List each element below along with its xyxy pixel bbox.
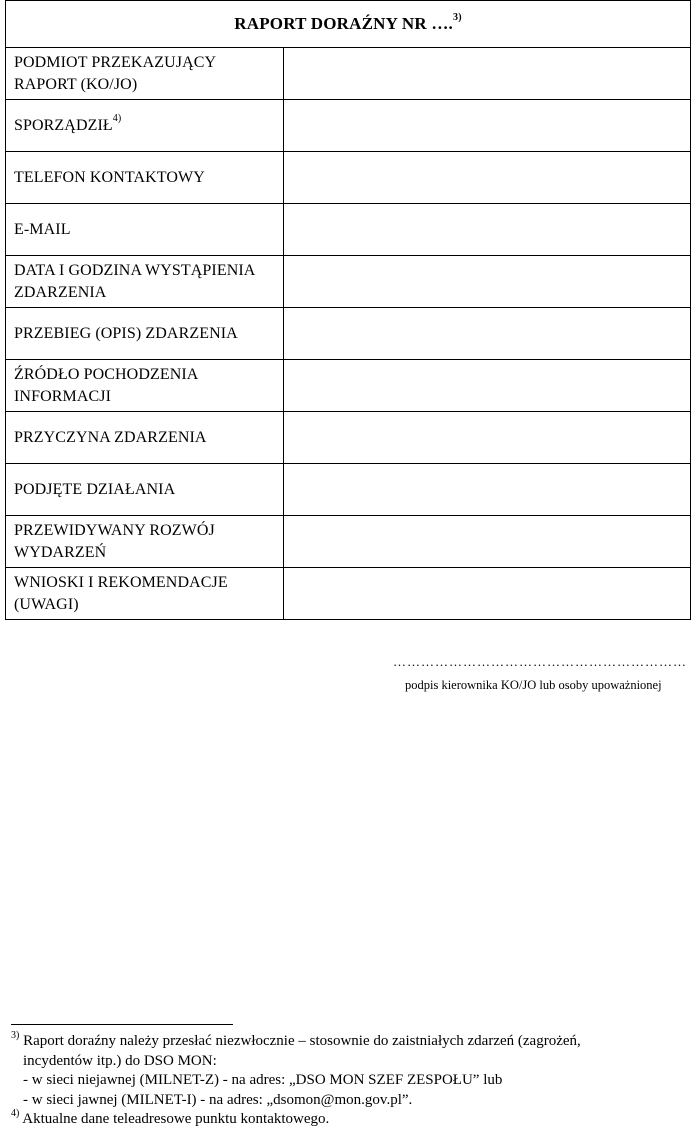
form-title-text: RAPORT DORAŹNY NR …. [234,14,453,33]
form-row [6,48,691,100]
form-row-label-line-1: PRZEBIEG (OPIS) ZDARZENIA [14,324,238,342]
form-rows [6,48,691,620]
form-row [6,152,691,204]
form-row [6,412,691,464]
form-row [6,256,691,308]
form-row-label [6,308,284,360]
form-row-label [6,464,284,516]
form-row-label-line-2: ZDARZENIA [14,283,107,301]
form-row [6,204,691,256]
form-row-label-line-1: SPORZĄDZIŁ [14,116,113,134]
form-row-value-field[interactable] [284,360,691,412]
report-form-table [5,0,691,620]
form-row-label [6,152,284,204]
title-footnote-ref: 3) [453,12,462,24]
form-row-label [6,100,284,152]
form-header-row [6,1,691,48]
footnote-4 [11,1110,691,1130]
form-row-label-line-2: RAPORT (KO/JO) [14,75,138,93]
signature-line: ……………………………………………………… [393,654,687,669]
form-row-label-line-1: ŹRÓDŁO POCHODZENIA [14,365,199,383]
form-row [6,100,691,152]
footnotes [11,1032,691,1130]
form-row-label [6,412,284,464]
form-row-value-field[interactable] [284,152,691,204]
form-row-label-line-2: INFORMACJI [14,387,112,405]
form-row-label-line-1: PRZEWIDYWANY ROZWÓJ [14,521,215,539]
footnote-3 [11,1032,691,1052]
footnote-3-line-3: - w sieci niejawnej (MILNET-Z) - na adres: „DSO MON SZEF ZESPOŁU” lub [23,1072,503,1088]
form-row-label [6,568,284,620]
form-row-footnote-ref: 4) [112,113,122,125]
footnote-4-text: Aktualne dane teleadresowe punktu kontaktowego. [22,1111,330,1127]
footnote-separator [11,1024,233,1025]
form-row-label [6,360,284,412]
form-row-value-field[interactable] [284,48,691,100]
form-row-label-line-2: WYDARZEŃ [14,543,107,561]
form-row-value-field[interactable] [284,100,691,152]
form-row-label-line-2: (UWAGI) [14,595,79,613]
form-row [6,464,691,516]
form-row-value-field[interactable] [284,516,691,568]
footnote-3-line-2: incydentów itp.) do DSO MON: [23,1052,217,1069]
form-row-value-field[interactable] [284,464,691,516]
signature-caption: podpis kierownika KO/JO lub osoby upoważnionej [405,678,662,692]
form-row-label-line-1: E-MAIL [14,220,71,238]
form-row-label-line-1: PRZYCZYNA ZDARZENIA [14,428,207,446]
form-row-label-line-1: TELEFON KONTAKTOWY [14,168,205,186]
form-title [6,1,691,48]
footnote-4-mark: 4) [11,1108,20,1119]
form-row-value-field[interactable] [284,204,691,256]
form-row [6,360,691,412]
form-row-label-line-1: DATA I GODZINA WYSTĄPIENIA [14,261,256,279]
form-row-label-line-1: PODMIOT PRZEKAZUJĄCY [14,53,217,71]
form-row [6,308,691,360]
form-row-value-field[interactable] [284,308,691,360]
form-row-label [6,48,284,100]
footnote-3-text: Raport doraźny należy przesłać niezwłocznie – stosownie do zaistniałych zdarzeń (zagrożeń, [23,1033,581,1049]
footnote-3-line-4: - w sieci jawnej (MILNET-I) - na adres: „dsomon@mon.gov.pl”. [23,1091,413,1108]
form-row-value-field[interactable] [284,256,691,308]
form-row [6,568,691,620]
form-row-label [6,516,284,568]
form-row-value-field[interactable] [284,412,691,464]
footnote-3-mark: 3) [11,1030,20,1041]
form-row [6,516,691,568]
form-row-label [6,204,284,256]
form-row-value-field[interactable] [284,568,691,620]
form-row-label-line-1: WNIOSKI I REKOMENDACJE [14,573,228,591]
form-row-label-line-1: PODJĘTE DZIAŁANIA [14,480,176,498]
form-row-label [6,256,284,308]
